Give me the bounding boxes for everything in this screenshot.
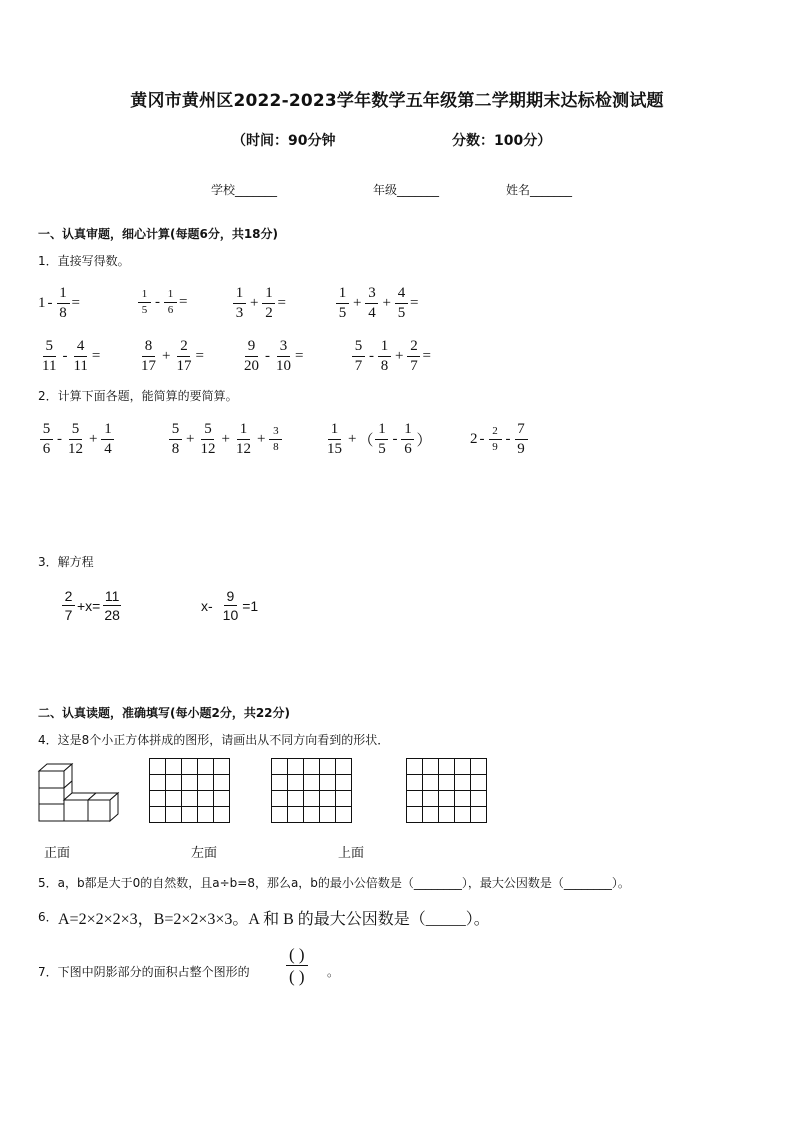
q7-fraction-blank[interactable]: ( ) ( ) <box>286 946 308 985</box>
q2-expr-3: 1 15 + （ 1 5 - 1 6 ） <box>327 421 432 457</box>
time-info: （时间：90分钟 <box>232 133 336 149</box>
q1-expr-5: 5 11 - $\frac{4}{11}$ = <box>42 338 101 374</box>
section1-heading: 一、认真审题，细心计算(每题6分，共18分) <box>38 227 279 241</box>
label-front: 正面 <box>44 846 71 861</box>
page-title: 黄冈市黄州区2022-2023学年数学五年级第二学期期末达标检测试题 <box>130 91 664 111</box>
q1-expr-7: 9 20 - $\frac{3}{10}$ = <box>244 338 304 374</box>
q1-expr-4: 1 5 + $\frac{3}{4}$ + $\frac{4}{5}$ = <box>334 286 418 321</box>
question-1: 1．直接写得数。 <box>38 254 130 268</box>
question-7: 7．下图中阴影部分的面积占整个图形的 <box>38 965 250 979</box>
q1-expr-3: 1 3 + $\frac{1}{2}$ = <box>231 286 286 321</box>
q1-expr-8: 5 7 - 1 8 + $\frac{2}{7}$ = <box>350 339 431 374</box>
grid-top-view[interactable] <box>406 758 487 823</box>
grade-field[interactable]: 年级_______ <box>373 183 440 197</box>
question-4: 4．这是8个小正方体拼成的图形，请画出从不同方向看到的形状． <box>38 733 390 747</box>
score-info: 分数：100分） <box>452 133 552 149</box>
question-3: 3．解方程 <box>38 555 94 569</box>
name-field[interactable]: 姓名_______ <box>506 183 573 197</box>
q1-expr-1: 1 - $\frac{1}{8}$ = <box>38 285 80 321</box>
section2-heading: 二、认真读题，准确填写(每小题2分，共22分) <box>38 706 291 720</box>
label-left: 左面 <box>191 846 218 861</box>
q2-expr-2: 5 8 + $\frac{5}{12}$ + $\frac{1}{12}$ + $\frac{3}{8}$ <box>167 422 284 457</box>
q2-expr-1: 5 6 - 5 12 + $\frac{1}{4}$ <box>38 422 116 457</box>
grid-front-view[interactable] <box>149 758 230 823</box>
cube-front-upper <box>39 771 64 788</box>
grid-left-view[interactable] <box>271 758 352 823</box>
question-6-number: 6． <box>38 910 58 924</box>
q3-equation-1: 2 7 +x= $\frac{11}{28}$ <box>60 589 124 622</box>
cube-figure <box>36 763 120 825</box>
label-top: 上面 <box>338 846 365 861</box>
school-field[interactable]: 学校_______ <box>211 183 278 197</box>
q1-expr-6: 8 17 + $\frac{2}{17}$ = <box>141 338 204 374</box>
question-5: 5．a，b都是大于0的自然数，且a÷b=8，那么a，b的最小公倍数是（________），最大公因数是（________）。 <box>38 876 630 890</box>
q2-expr-4: 2 - 2 9 - 7 9 <box>470 422 530 457</box>
q7-end: 。 <box>327 965 340 979</box>
q3-equation-2: x- $\frac{9}{10}$ =1 <box>201 588 259 623</box>
q1-expr-2: 1 5 - $\frac{1}{6}$ = <box>136 289 187 316</box>
question-2: 2．计算下面各题，能简算的要简算。 <box>38 389 238 403</box>
question-6: A=2×2×2×3，B=2×2×3×3。A 和 B 的最大公因数是（_____）。 <box>58 911 490 928</box>
